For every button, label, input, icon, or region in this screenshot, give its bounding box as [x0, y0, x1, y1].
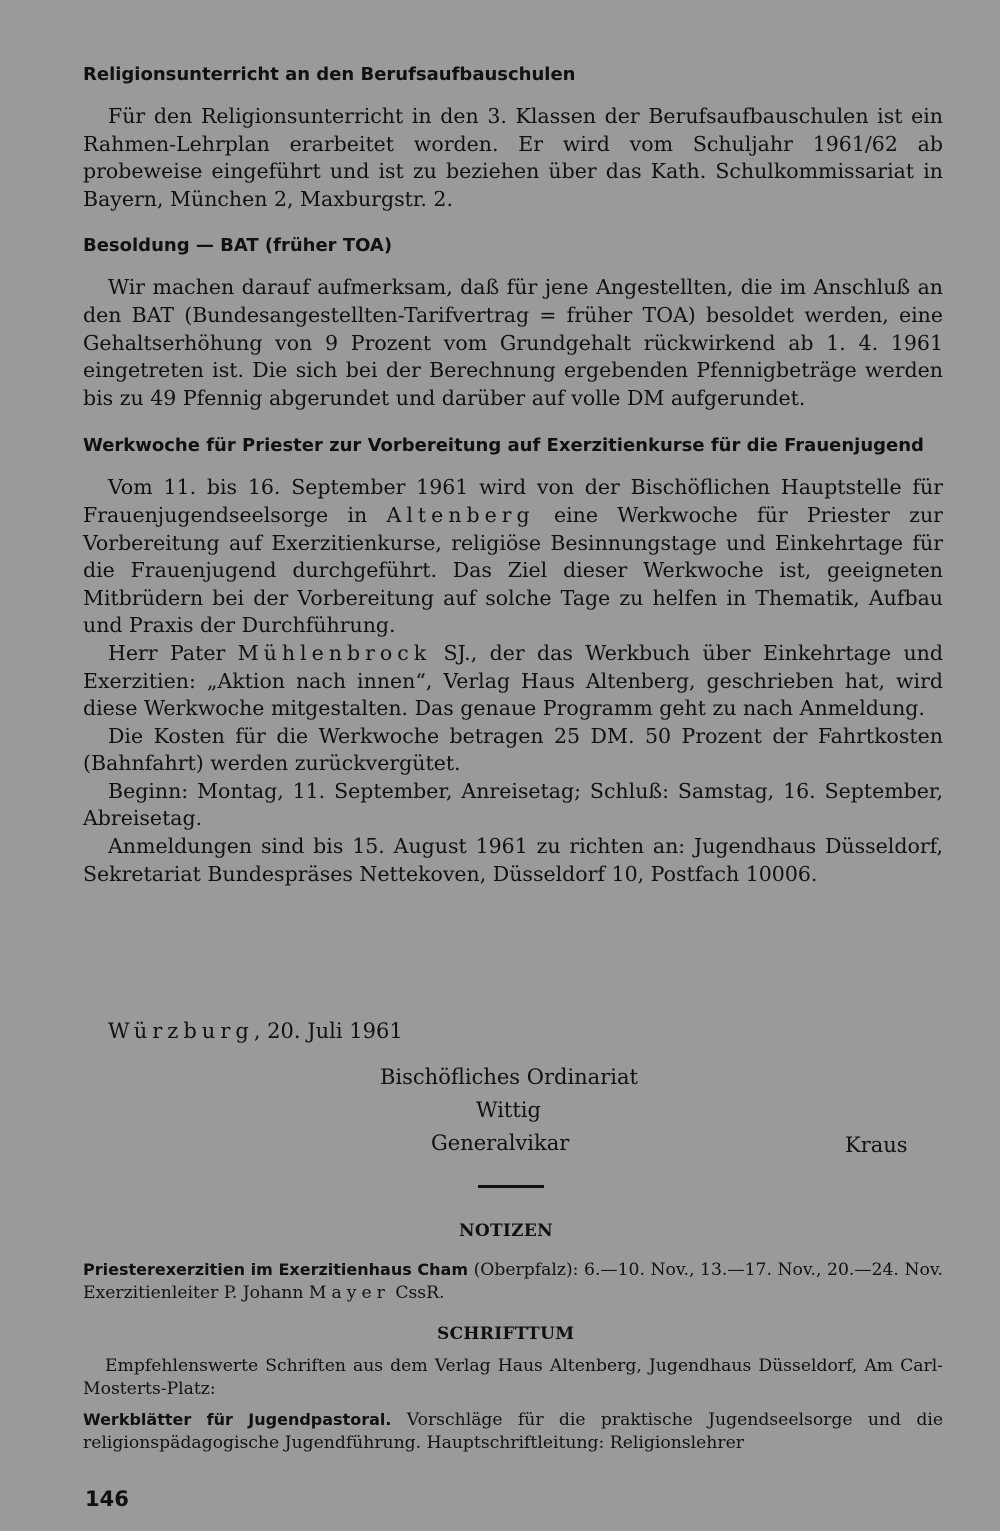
notizen-paragraph: [83, 1259, 943, 1304]
werkwoche-p2-start: Herr Pater: [108, 640, 238, 665]
document-page: [83, 58, 943, 888]
section-divider: [478, 1185, 544, 1188]
section-heading-religion: Religionsunterricht an den Berufsaufbauschulen: [83, 64, 576, 85]
section-heading-werkwoche: Werkwoche für Priester zur Vorbereitung auf Exerzitienkurse für die Frauenjugend: [83, 435, 924, 457]
werkwoche-paragraph-2: [83, 640, 943, 723]
werkwoche-p1-end: eine Werkwoche für Priester zur Vorbereitung auf Exerzitienkurse, religiöse Besinnungstage und Einkehrtage für die Frauenjugend durchgeführt. Das Ziel dieser Werkwoche ist, geeigneten Mitbrüdern bei der Vorbereitung auf solche Tage zu helfen in Thematik, Aufbau und Praxis der Durchführung.: [83, 502, 943, 638]
werkwoche-paragraph-1: [83, 474, 943, 640]
schrifttum-bold: Werkblätter für Jugendpastoral.: [83, 1410, 392, 1429]
schrifttum-heading: SCHRIFTTUM: [437, 1324, 575, 1344]
schrifttum-text: [83, 1355, 943, 1454]
werkwoche-p1-start: Vom 11. bis 16. September 1961 wird von der Bischöflichen Hauptstelle für Frauenjugendseelsorge in: [83, 475, 943, 527]
werkwoche-paragraph-5: Anmeldungen sind bis 15. August 1961 zu richten an: Jugendhaus Düsseldorf, Sekretariat Bundespräses Nettekoven, Düsseldorf 10, Postfach 10006.: [83, 834, 943, 886]
schrifttum-intro: Empfehlenswerte Schriften aus dem Verlag Haus Altenberg, Jugendhaus Düsseldorf, Am Carl-Mosterts-Platz:: [83, 1356, 943, 1399]
signature-title: Generalvikar: [431, 1131, 570, 1155]
werkwoche-p2-end: SJ., der das Werkbuch über Einkehrtage und Exerzitien: „Aktion nach innen“, Verlag Haus Altenberg, geschrieben hat, wird diese Werkwoche mitgestalten. Das genaue Programm geht zu nach Anmeldung.: [83, 640, 944, 721]
schrifttum-entry: [83, 1409, 943, 1454]
notizen-bold: Priesterexerzitien im Exerzitienhaus Cham: [83, 1260, 469, 1279]
page-number: 146: [85, 1487, 129, 1511]
notizen-text-start: (Oberpfalz): 6.—10. Nov., 13.—17. Nov., 20.—24. Nov. Exerzitienleiter P. Johann: [83, 1260, 943, 1303]
signature-second: Kraus: [845, 1133, 908, 1157]
section-text-religion: Für den Religionsunterricht in den 3. Klassen der Berufsaufbauschulen ist ein Rahmen-Lehrplan erarbeitet worden. Er wird vom Schuljahr 1961/62 ab probeweise eingeführt und ist zu beziehen über das Kath. Schulkommissariat in Bayern, München 2, Maxburgstr. 2.: [83, 104, 943, 211]
werkwoche-paragraph-4: Beginn: Montag, 11. September, Anreisetag; Schluß: Samstag, 16. September, Abreisetag.: [83, 778, 943, 831]
notizen-text-end: CssR.: [389, 1282, 445, 1303]
place-altenberg: Altenberg: [386, 502, 535, 527]
section-text-besoldung: Wir machen darauf aufmerksam, daß für jene Angestellten, die im Anschluß an den BAT (Bundesangestellten-Tarifvertrag = früher TOA) besoldet werden, eine Gehaltserhöhung von 9 Prozent vom Grundgehalt rückwirkend ab 1. 4. 1961 eingetreten ist. Die sich bei der Berechnung ergebenden Pfennigbeträge werden bis zu 49 Pfennig abgerundet und darüber auf volle DM aufgerundet.: [83, 275, 943, 410]
notizen-heading: NOTIZEN: [459, 1221, 553, 1241]
signature-place: Würzburg: [108, 1019, 254, 1043]
signature-office: Bischöfliches Ordinariat: [380, 1065, 638, 1089]
name-mayer: Mayer: [308, 1282, 390, 1303]
section-heading-besoldung: Besoldung — BAT (früher TOA): [83, 235, 393, 257]
werkwoche-paragraph-3: Die Kosten für die Werkwoche betragen 25 DM. 50 Prozent der Fahrtkosten (Bahnfahrt) werden zurückvergütet.: [83, 723, 943, 776]
signature-date: , 20. Juli 1961: [253, 1019, 403, 1043]
name-muehlenbrock: Mühlenbrock: [237, 640, 432, 665]
notizen-text: [83, 1259, 943, 1304]
signature-name: Wittig: [476, 1098, 541, 1122]
schrifttum-entry-text: Vorschläge für die praktische Jugendseelsorge und die religionspädagogische Jugendführung. Hauptschriftleitung: Religionslehrer: [83, 1410, 943, 1453]
signature-place-date: [108, 1017, 403, 1045]
